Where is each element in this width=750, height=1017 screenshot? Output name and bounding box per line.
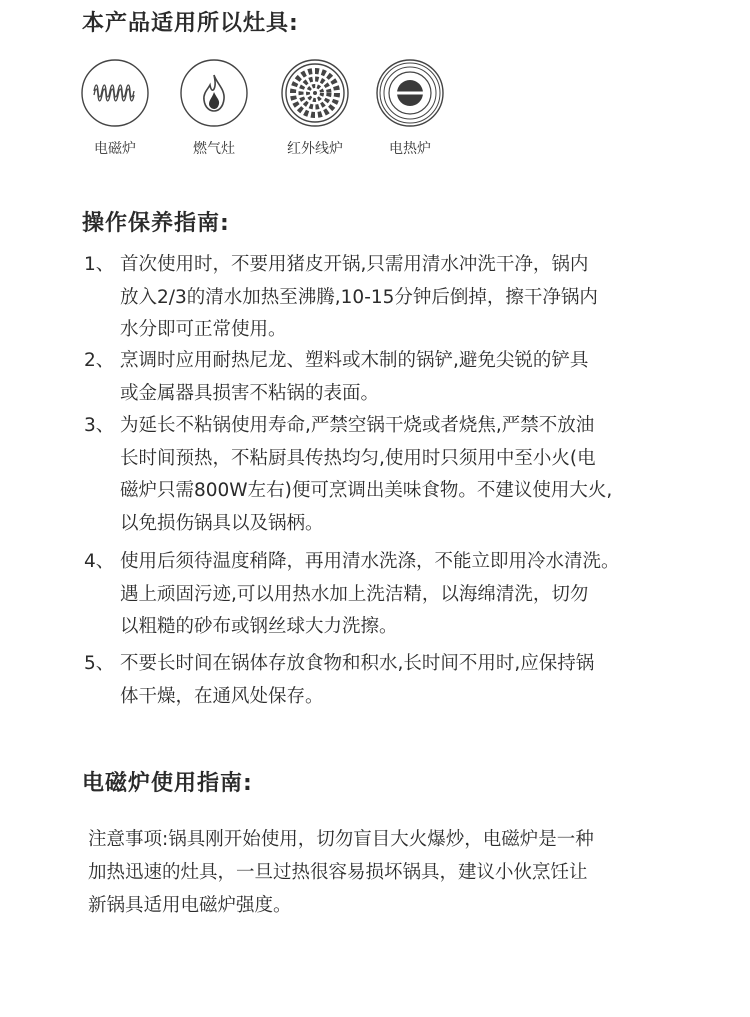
- care-item: [84, 249, 598, 347]
- electric-hotplate-icon: [375, 58, 445, 128]
- stove-label: 电热炉: [389, 141, 431, 157]
- item-line: 不要长时间在锅体存放食物和积水,长时间不用时,应保持锅: [120, 653, 595, 674]
- stove-label: 电磁炉: [94, 141, 136, 157]
- stoves-section-title: 本产品适用所以灶具:: [82, 11, 299, 36]
- item-number: 2、: [84, 350, 115, 371]
- note-line: 新锅具适用电磁炉强度。: [88, 895, 292, 916]
- stove-gas: [179, 58, 249, 158]
- stove-infrared: [280, 58, 350, 158]
- note-line: 加热迅速的灶具，一旦过热很容易损坏锅具，建议小伙烹饪让: [88, 862, 588, 883]
- item-line: 以免损伤锅具以及锅柄。: [120, 512, 324, 534]
- item-number: 4、: [84, 551, 115, 572]
- stove-induction: [80, 58, 150, 158]
- item-line: 使用后须待温度稍降，再用清水洗涤，不能立即用冷水清洗。: [120, 551, 620, 572]
- item-line: 水分即可正常使用。: [120, 319, 287, 340]
- item-line: 或金属器具损害不粘锅的表面。: [120, 382, 380, 404]
- gas-flame-icon: [179, 58, 249, 128]
- item-line: 以粗糙的砂布或钢丝球大力洗擦。: [120, 616, 398, 637]
- item-line: 为延长不粘锅使用寿命,严禁空锅干烧或者烧焦,严禁不放油: [120, 415, 595, 436]
- item-line: 烹调时应用耐热尼龙、塑料或木制的锅铲,避免尖锐的铲具: [120, 350, 589, 371]
- note-line: 注意事项:锅具刚开始使用，切勿盲目大火爆炒，电磁炉是一种: [88, 829, 594, 850]
- item-line: 长时间预热，不粘厨具传热均匀,使用时只须用中至小火(电: [120, 447, 596, 469]
- item-line: 首次使用时，不要用猪皮开锅,只需用清水冲洗干净，锅内: [120, 254, 589, 275]
- induction-coil-icon: [80, 58, 150, 128]
- infrared-burner-icon: [280, 58, 350, 128]
- stove-electric: [375, 58, 445, 158]
- item-number: 3、: [84, 415, 115, 436]
- item-line: 体干燥，在通风处保存。: [120, 685, 324, 707]
- item-number: 5、: [84, 653, 115, 674]
- care-section-title: 操作保养指南:: [82, 211, 230, 236]
- stove-label: 燃气灶: [193, 141, 235, 157]
- care-item: [84, 648, 594, 713]
- stove-label: 红外线炉: [287, 141, 343, 157]
- care-item: [84, 546, 620, 644]
- care-item: [84, 410, 612, 540]
- item-line: 磁炉只需800W左右)便可烹调出美味食物。不建议使用大火,: [120, 480, 613, 501]
- induction-note: [88, 823, 594, 922]
- care-item: [84, 345, 588, 410]
- induction-section-title: 电磁炉使用指南:: [82, 771, 253, 796]
- item-number: 1、: [84, 254, 115, 275]
- item-line: 放入2/3的清水加热至沸腾,10-15分钟后倒掉，擦干净锅内: [120, 286, 598, 308]
- item-line: 遇上顽固污迹,可以用热水加上洗洁精，以海绵清洗，切勿: [120, 583, 589, 605]
